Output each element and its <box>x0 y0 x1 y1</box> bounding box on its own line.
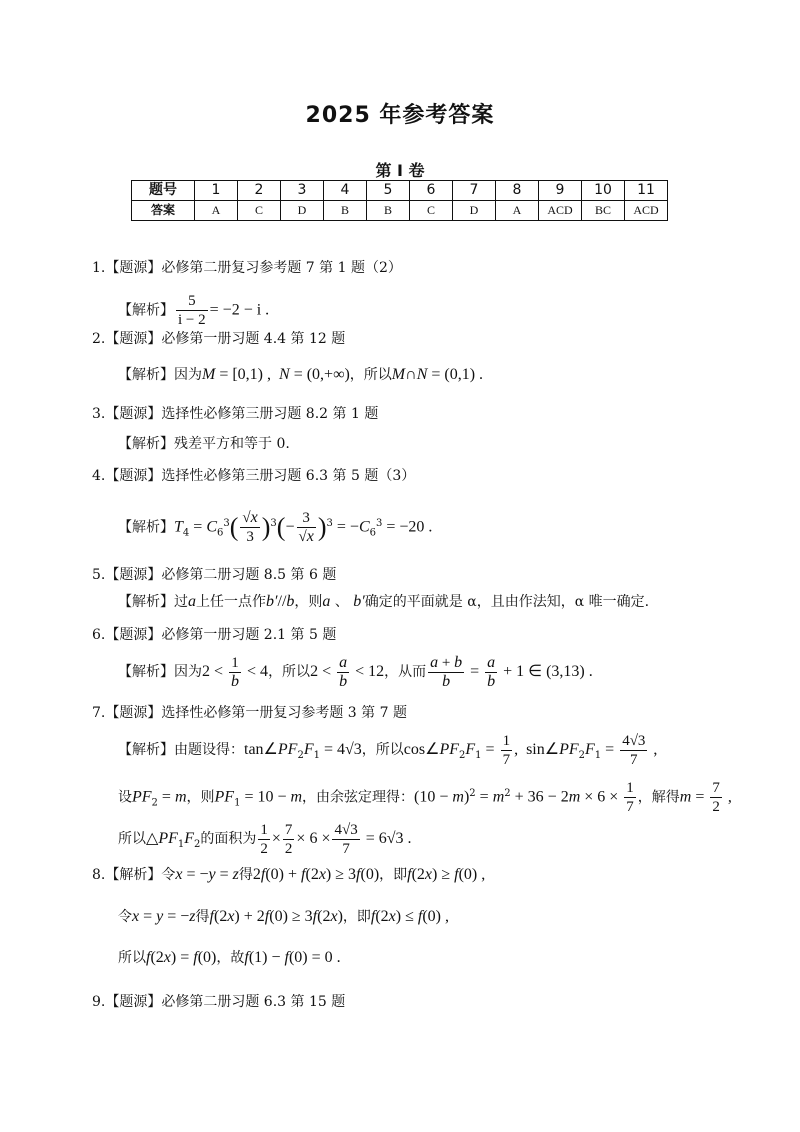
answer-table <box>131 180 668 221</box>
q5-source: 5.【题源】必修第二册习题 8.5 第 6 题 <box>92 567 337 583</box>
question-number: 5 <box>367 181 410 201</box>
q2-source: 2.【题源】必修第一册习题 4.4 第 12 题 <box>92 331 346 347</box>
answer-cell: C <box>410 201 453 221</box>
answer-cell: ACD <box>625 201 668 221</box>
volume-heading: 第 I 卷 <box>375 161 425 180</box>
answer-table-number-row <box>132 181 668 201</box>
q6-analysis: 【解析】因为2 < $\frac{1}{b}$ < 4，所以2 < $\frac{a}{b}$ < 12，从而 $\frac{a + b}{b}$ = $\frac{a}{b}$ + 1 ∈ (3,13) . <box>118 653 593 690</box>
question-number: 2 <box>238 181 281 201</box>
q7-analysis-line3: 所以$\triangle PF_1F_2$的面积为 $\frac{1}{2}$ × $\frac{7}{2}$ × 6 × $\frac{4√3}{7}$ = 6√3 . <box>118 821 412 857</box>
row-header-number: 题号 <box>132 181 195 201</box>
q2-analysis: 【解析】因为M = [0,1) , N = (0,+∞)，所以M∩N = (0,1) . <box>118 366 484 383</box>
q4-source: 4.【题源】选择性必修第三册习题 6.3 第 5 题（3） <box>92 468 416 484</box>
answer-cell: A <box>195 201 238 221</box>
q9-source: 9.【题源】必修第二册习题 6.3 第 15 题 <box>92 994 346 1010</box>
question-number: 1 <box>195 181 238 201</box>
page-title: 2025 年参考答案 <box>305 103 495 128</box>
question-number: 7 <box>453 181 496 201</box>
question-number: 11 <box>625 181 668 201</box>
answer-table-answer-row <box>132 201 668 221</box>
q3-source: 3.【题源】选择性必修第三册习题 8.2 第 1 题 <box>92 406 379 422</box>
question-number: 10 <box>582 181 625 201</box>
q8-analysis-line2: 令x = y = −z得f(2x) + 2f(0) ≥ 3f(2x)，即f(2x) ≤ f(0) , <box>118 908 449 925</box>
question-number: 9 <box>539 181 582 201</box>
q3-analysis: 【解析】残差平方和等于 0. <box>118 436 290 452</box>
question-number: 3 <box>281 181 324 201</box>
q1-analysis: 【解析】 $\frac{5}{i - 2}$ = −2 − i . <box>118 293 270 328</box>
answer-cell: D <box>453 201 496 221</box>
q4-analysis: 【解析】$T_4 = C_6^3$( $\frac{√x}{3}$ )$^3$(− $\frac{3}{√x}$ )$^3 = -C_6^3 = -20$ . <box>118 509 433 546</box>
answer-cell: ACD <box>539 201 582 221</box>
question-number: 6 <box>410 181 453 201</box>
answer-cell: B <box>367 201 410 221</box>
q5-analysis: 【解析】过a上任一点作b′//b，则a 、 b′确定的平面就是 α，且由作法知，α 唯一确定. <box>118 593 650 610</box>
q8-analysis-line1: 8.【解析】令x = −y = z得2f(0) + f(2x) ≥ 3f(0)，即f(2x) ≥ f(0) , <box>92 866 486 883</box>
question-number: 4 <box>324 181 367 201</box>
answer-cell: D <box>281 201 324 221</box>
answer-cell: C <box>238 201 281 221</box>
q1-source: 1.【题源】必修第二册复习参考题 7 第 1 题（2） <box>92 260 402 276</box>
answer-cell: BC <box>582 201 625 221</box>
q7-source: 7.【题源】选择性必修第一册复习参考题 3 第 7 题 <box>92 705 407 721</box>
row-header-answer: 答案 <box>132 201 195 221</box>
q8-analysis-line3: 所以f(2x) = f(0)，故f(1) − f(0) = 0 . <box>118 949 341 966</box>
q7-analysis-line2: 设$PF_2 = m$，则$PF_1 = 10 - m$，由余弦定理得：$(10 - m)^2 = m^2 + 36 - 2m \times 6$ × $\frac{1}{7}$ ，解得m = $\frac{7}{2}$ , <box>118 780 732 816</box>
q7-analysis-line1: 【解析】由题设得：$\tan\angle PF_2F_1 = 4√3$，所以$\cos\angle PF_2F_1$ = $\frac{1}{7}$ , $\sin\angle PF_2F_1$ = $\frac{4√3}{7}$ , <box>118 732 658 768</box>
q6-source: 6.【题源】必修第一册习题 2.1 第 5 题 <box>92 627 337 643</box>
question-number: 8 <box>496 181 539 201</box>
answer-cell: B <box>324 201 367 221</box>
answer-cell: A <box>496 201 539 221</box>
